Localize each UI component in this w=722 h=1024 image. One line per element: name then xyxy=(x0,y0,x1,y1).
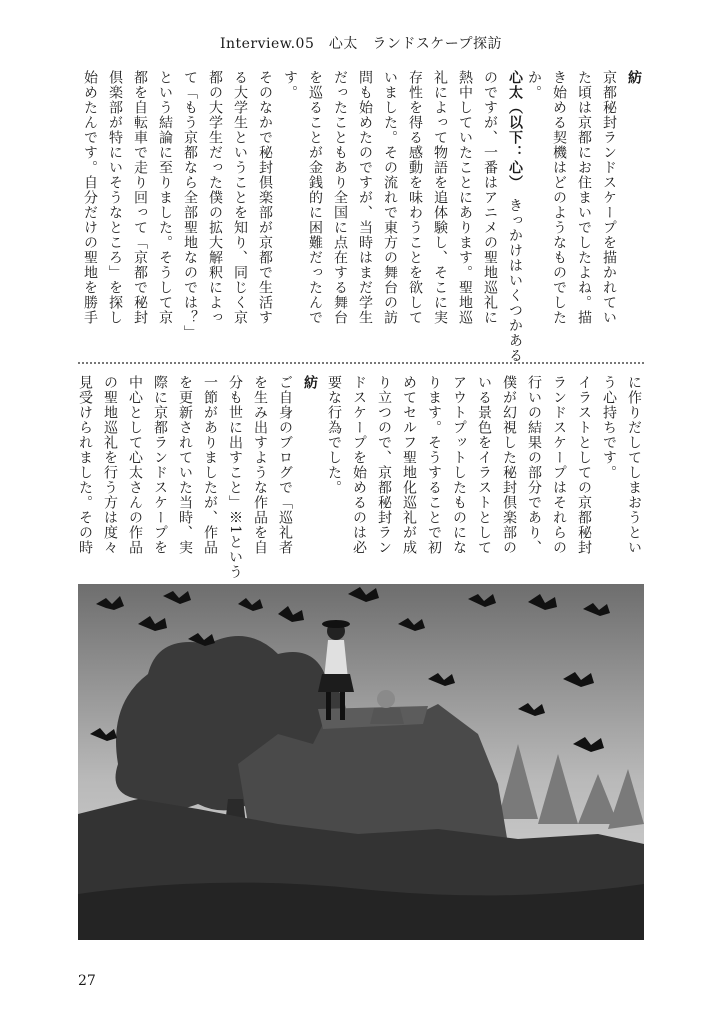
speaker-tokoroten: 心太（以下：心） xyxy=(507,70,523,183)
speaker-tsumugi-2: 紡 xyxy=(302,375,318,390)
question-1-text: 京都秘封ランドスケープを描かれてい た頃は京都にお住まいでしたよね。描 き始める契機はどのようなものでした か。 xyxy=(526,70,617,325)
answer-1-first-line: きっかけはいくつかある xyxy=(507,198,523,363)
section-divider xyxy=(78,362,644,364)
question-2-text: ご自身のブログで「巡礼者 を生み出すような作品を自 分も世に出すこと」※1という 一節がありましたが、作品 を更新されていた当時、実 際に京都ランドスケープを 中心として心太さんの作品 の聖地巡礼を行う方は度々 見受けられました。その時 xyxy=(77,375,293,580)
answer-1-continued xyxy=(321,375,646,575)
running-header: Interview.05 心太 ランドスケープ探訪 xyxy=(219,36,503,52)
page-number: 27 xyxy=(78,973,96,989)
speaker-tsumugi: 紡 xyxy=(626,70,642,85)
answer-1-text: のですが、一番はアニメの聖地巡礼に 熱中していたことにあります。聖地巡 礼によって物語を追体験し、そこに実 存性を得る感動を味わうことを欲して いました。その流れで東方の舞台の訪 問も始めたのですが、当時はまだ学生 だったこともあり全国に点在する舞台 を巡ることが金銭的に困難だったんで す。 そのなかで秘封倶楽部が京都で生活す る大学生ということを知り、同じく京 都の大学生だった僕の拡大解釈によっ て「もう京都なら全部聖地なのでは？」 という結論に至りました。そうして京 都を自転車で走り回って「京都で秘封 倶楽部が特にいそうなところ」を探し 始めたんです。自分だけの聖地を勝手 xyxy=(82,70,498,340)
question-2 xyxy=(72,375,322,580)
answer-1-continued-text: に作りだしてしまおうとい う心持ちです。 イラストとしての京都秘封 ランドスケープはそれらの 行いの結果の部分であり、 僕が幻視した秘封倶楽部の いる景色をイラストとして アウトプットしたものにな ります。そうすることで初 めてセルフ聖地化巡礼が成 り立つので、京都秘封ラン ドスケープを始めるのは必 要な行為でした。 xyxy=(326,375,642,555)
crows-rocks-illustration xyxy=(78,584,644,940)
answer-1 xyxy=(77,70,527,363)
question-1 xyxy=(521,70,646,360)
